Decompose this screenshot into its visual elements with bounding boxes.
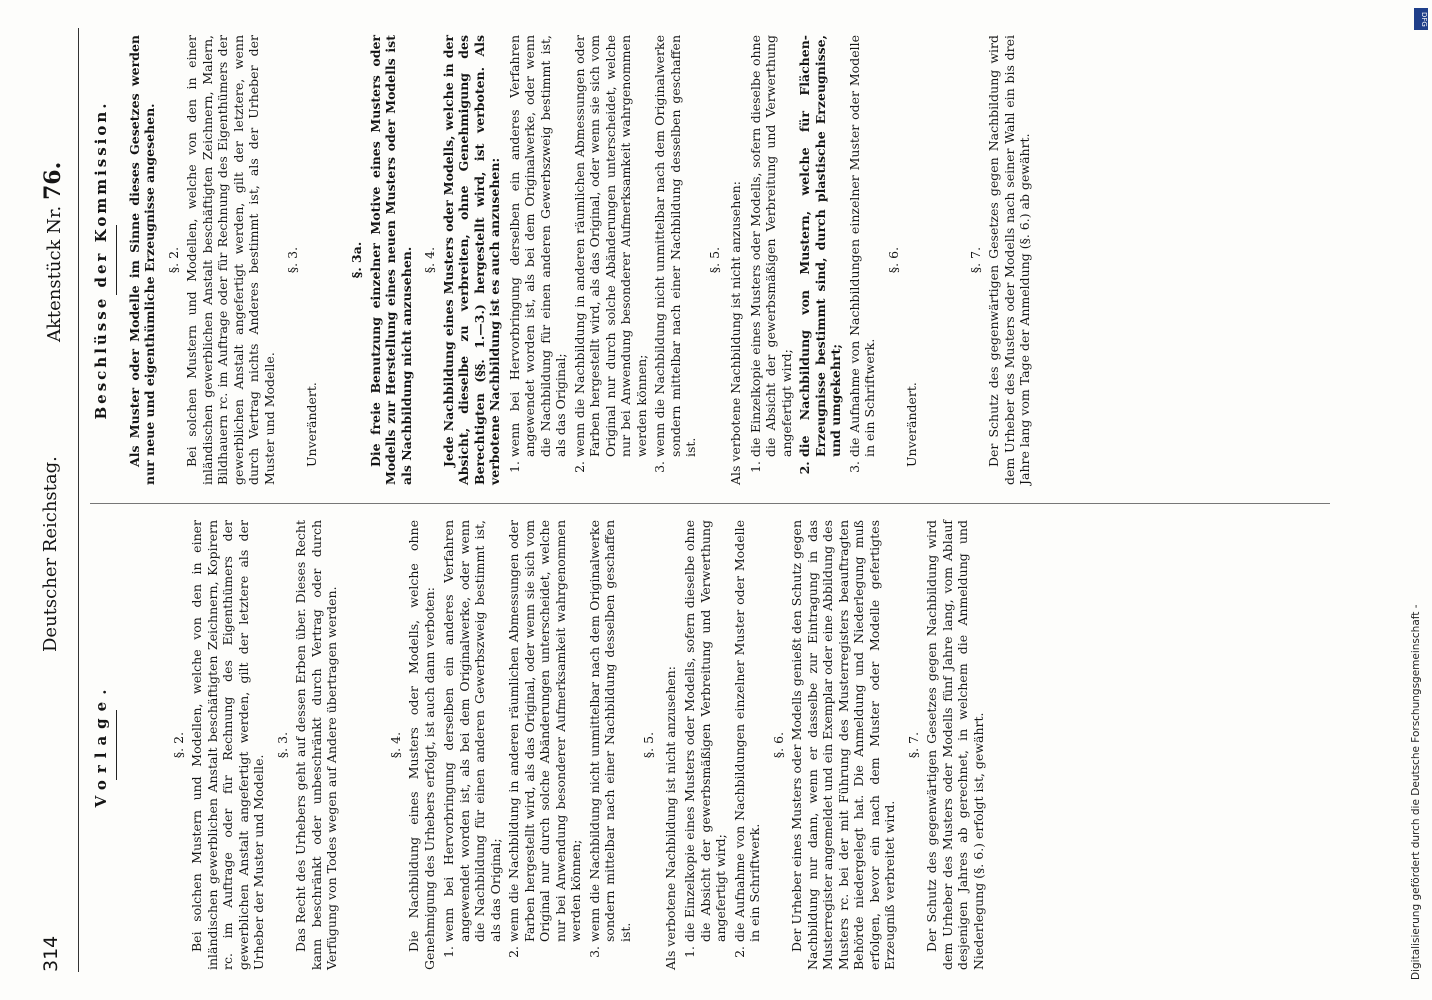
column-vorlage <box>90 520 990 970</box>
section-mark: §. 5. <box>641 731 656 759</box>
list <box>441 520 633 970</box>
list <box>748 35 878 485</box>
list-item-bold: 2. die Nachbildung von Mustern, welche für Flächen-Erzeugnisse bestimmt sind, durch plastische Erzeugnisse, und umgekehrt; <box>797 35 844 457</box>
list-item: 1. wenn bei Hervorbringung derselben ein anderes Verfahren angewendet worden ist, als bei dem Originalwerke, oder wenn die Nachbildung für einen anderen Gewerbszweig bestimmt ist, als das Original; <box>507 35 569 457</box>
section-mark: §. 3. <box>274 731 290 759</box>
list-item: 1. die Einzelkopie eines Musters oder Modells, sofern dieselbe ohne die Absicht der gewerbsmäßigen Verbreitung und Verwerthung angefertigt wird; <box>748 35 795 457</box>
dfg-logo-icon: DFG <box>1414 8 1428 30</box>
spacer <box>127 520 163 970</box>
section-text: Der Schutz des gegenwärtigen Gesetzes gegen Nachbildung wird dem Urheber des Musters oder Modells fünf Jahre lang, vom Ablauf desjenigen Jahres ab gerechnet, in welchem die Anmeldung und Niederlegung (§. 6.) erfolgt ist, gewährt. <box>924 520 986 970</box>
list-item: 2. wenn die Nachbildung in anderen räumlichen Abmessungen oder Farben hergestellt wird, als das Original, oder wenn sie sich vom Original nur durch solche Abänderungen unterscheidet, welche nur bei Anwendung besonderer Aufmerksamkeit wahrgenommen werden können; <box>506 520 584 942</box>
section-mark: §. 5. <box>706 246 722 274</box>
section-mark: §. 7. <box>905 731 921 759</box>
section-intro: Als verbotene Nachbildung ist nicht anzusehen: <box>728 181 743 485</box>
title-underline <box>116 710 117 780</box>
page-header <box>34 28 74 972</box>
section-text-bold: Die freie Benutzung einzelner Motive eines Musters oder Modells zur Herstellung eines neuen Musters oder Modells ist als Nachbildung nicht anzusehen. <box>367 35 414 485</box>
list-item: 2. die Aufnahme von Nachbildungen einzelner Muster oder Modelle in ein Schriftwerk. <box>732 520 763 942</box>
paper-title: Deutscher Reichstag. <box>40 456 61 652</box>
section-text: Unverändert. <box>904 382 919 467</box>
section-mark: §. 2. <box>170 731 186 759</box>
section-mark: §. 6. <box>770 731 786 759</box>
spacer <box>323 35 341 485</box>
list <box>507 35 699 485</box>
section-mark: §. 6. <box>885 246 901 274</box>
list-item: 1. die Einzelkopie eines Musters oder Modells, sofern dieselbe ohne die Absicht der gewerbsmäßigen Verbreitung und Verwerthung angefertigt wird; <box>682 520 729 942</box>
section-mark: §. 7. <box>967 246 983 274</box>
column-title-kommission: Beschlüsse der Kommission. <box>92 100 110 420</box>
section-mark: §. 2. <box>165 246 181 274</box>
section-text: Unverändert. <box>303 382 319 467</box>
list-item: 2. wenn die Nachbildung in anderen räumlichen Abmessungen oder Farben hergestellt wird, als das Original, oder wenn sie sich vom Original nur durch solche Abänderungen unterscheidet, welche nur bei Anwendung besonderer Aufmerksamkeit wahrgenommen werden können; <box>572 35 650 457</box>
section-text-bold: Als Muster oder Modelle im Sinne dieses Gesetzes werden nur neue und eigenthümliche Erzeugnisse angesehen. <box>126 35 157 485</box>
column-kommission <box>90 35 1037 485</box>
spacer <box>344 520 380 970</box>
column-title-vorlage: Vorlage. <box>92 682 110 808</box>
funding-credit: Digitalisierung gefördert durch die Deutsche Forschungsgemeinschaft - <box>1410 604 1422 980</box>
list-item: 1. wenn bei Hervorbringung derselben ein anderes Verfahren angewendet worden ist, als bei dem Originalwerke, oder wenn die Nachbildung für einen anderen Gewerbszweig bestimmt ist, als das Original; <box>441 520 503 942</box>
section-text: Das Recht des Urhebers geht auf dessen Erben über. Dieses Recht kann beschränkt oder unbeschränkt durch Vertrag oder durch Verfügung von Todes wegen auf Andere übertragen werden. <box>293 520 339 970</box>
header-divider <box>78 28 79 972</box>
list <box>682 520 763 970</box>
list-item: 3. wenn die Nachbildung nicht unmittelbar nach dem Originalwerke sondern mittelbar nach einer Nachbildung desselben geschaffen ist. <box>652 35 699 457</box>
section-mark: §. 4. <box>387 731 403 759</box>
document-number-prefix: Aktenstück Nr. <box>44 205 65 342</box>
section-mark: §. 4. <box>422 246 437 274</box>
list-item: 3. die Aufnahme von Nachbildungen einzelner Muster oder Modelle in ein Schriftwerk. <box>847 35 878 457</box>
section-text: Die Nachbildung eines Musters oder Modells, welche ohne Genehmigung des Urhebers erfolgt, ist auch dann verboten: <box>406 520 437 970</box>
list-item: 3. wenn die Nachbildung nicht unmittelbar nach dem Originalwerke sondern mittelbar nach einer Nachbildung desselben geschaffen ist. <box>587 520 634 942</box>
section-text: Der Urheber eines Musters oder Modells genießt den Schutz gegen Nachbildung nur dann, wenn er dasselbe zur Eintragung in das Musterregister angemeldet und ein Exemplar oder eine Abbildung des Musters rc. bei der mit Führung des Musterregisters beauftragten Behörde niedergelegt hat. Die Anmeldung und Niederlegung muß erfolgen, bevor ein nach dem Muster oder Modelle gefertigtes Erzeugniß verbreitet wird. <box>789 520 897 970</box>
document-number <box>40 162 66 342</box>
section-intro: Als verbotene Nachbildung ist nicht anzusehen: <box>662 666 678 970</box>
section-text: Bei solchen Mustern und Modellen, welche von den in einer inländischen gewerblichen Anstalt beschäftigten Zeichnern, Kopirern rc. im Auftrage oder für Rechnung des Eigenthümers der gewerblichen Anstalt angefertigt werden, gilt der letztere als der Urheber der Muster und Modelle. <box>189 520 266 970</box>
column-divider <box>90 503 1330 504</box>
page-number: 314 <box>40 935 62 972</box>
section-mark: §. 3. <box>285 246 300 274</box>
section-mark: §. 3a. <box>349 241 364 279</box>
document-number-value: 76. <box>40 161 66 200</box>
section-text-bold: Jede Nachbildung eines Musters oder Modells, welche in der Absicht, dieselbe zu verbreiten, ohne Genehmigung des Berechtigten (§§. 1.—3.) hergestellt wird, ist verboten. Als verbotene Nachbildung ist es auch anzusehen: <box>440 35 502 485</box>
title-underline <box>116 225 117 295</box>
spacer <box>924 35 960 485</box>
section-text: Der Schutz des gegenwärtigen Gesetzes gegen Nachbildung wird dem Urheber des Musters oder Modells nach seiner Wahl ein bis drei Jahre lang vom Tage der Anmeldung (§. 6.) ab gewährt. <box>986 35 1032 485</box>
section-text: Bei solchen Mustern und Modellen, welche von den in einer inländischen gewerblichen Anstalt beschäftigten Zeichnern, Malern, Bildhauern rc. im Auftrage oder für Rechnung des Eigenthümers der gewerblichen Anstalt angefertigt werden, gilt der letztere, wenn durch Vertrag nichts Anderes bestimmt ist, als der Urheber der Muster und Modelle. <box>184 35 277 485</box>
